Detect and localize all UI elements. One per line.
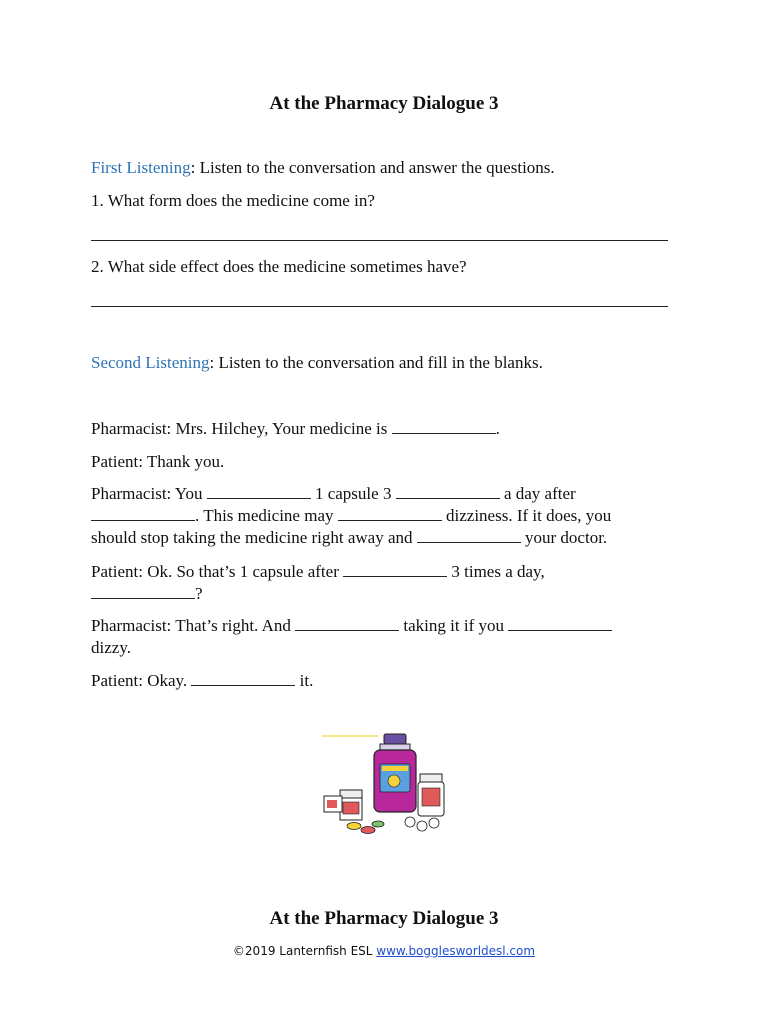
dialogue-text: Patient: Okay. [91,671,188,690]
dialogue-line-1 [91,418,691,440]
dialogue-text: should stop taking the medicine right away and [91,528,413,547]
blank[interactable] [91,584,195,599]
dialogue-text: dizziness. If it does, you [446,506,612,525]
second-listening-instruction [91,352,691,374]
question-1: 1. What form does the medicine come in? [91,191,375,210]
blank[interactable] [508,616,612,631]
dialogue-line-4 [91,561,691,605]
dialogue-text: 1 capsule 3 [314,484,392,503]
dialogue-text: taking it if you [403,616,504,635]
blank[interactable] [295,616,399,631]
dialogue-line-2: Patient: Thank you. [91,452,225,471]
first-listening-label: First Listening [91,158,191,177]
blank[interactable] [392,419,496,434]
answer-line-1[interactable] [91,240,668,241]
dialogue-text: ? [195,584,203,603]
blank[interactable] [91,506,195,521]
dialogue-text: a day after [503,484,576,503]
second-listening-label: Second Listening [91,353,210,372]
second-listening-text: : Listen to the conversation and fill in the blanks. [209,353,543,372]
blank[interactable] [396,484,500,499]
dialogue-line-5 [91,615,691,659]
first-listening-instruction [91,157,691,179]
blank[interactable] [343,562,447,577]
dialogue-text: . This medicine may [195,506,334,525]
blank[interactable] [207,484,311,499]
dialogue-text: your doctor. [525,528,608,547]
dialogue-text: it. [299,671,314,690]
first-listening-text: : Listen to the conversation and answer the questions. [190,158,555,177]
copyright-line [0,944,768,958]
dialogue-text: 3 times a day, [451,562,545,581]
dialogue-line-6 [91,670,691,692]
website-link[interactable]: www.bogglesworldesl.com [376,944,536,958]
blank[interactable] [191,671,295,686]
medicine-bottles-illustration-icon [318,730,458,840]
copyright-text: ©2019 Lanternfish ESL [232,944,373,958]
dialogue-text: dizzy. [91,638,131,657]
footer-title: At the Pharmacy Dialogue 3 [269,908,499,929]
dialogue-text: Patient: Ok. So that’s 1 capsule after [91,562,339,581]
blank[interactable] [417,528,521,543]
question-2: 2. What side effect does the medicine sometimes have? [91,257,467,276]
blank[interactable] [338,506,442,521]
dialogue-text: Pharmacist: You [91,484,203,503]
dialogue-text: . [495,419,500,438]
dialogue-text: Pharmacist: That’s right. And [91,616,291,635]
page-title: At the Pharmacy Dialogue 3 [269,93,499,114]
dialogue-text: Pharmacist: Mrs. Hilchey, Your medicine is [91,419,388,438]
answer-line-2[interactable] [91,306,668,307]
dialogue-line-3 [91,483,691,549]
